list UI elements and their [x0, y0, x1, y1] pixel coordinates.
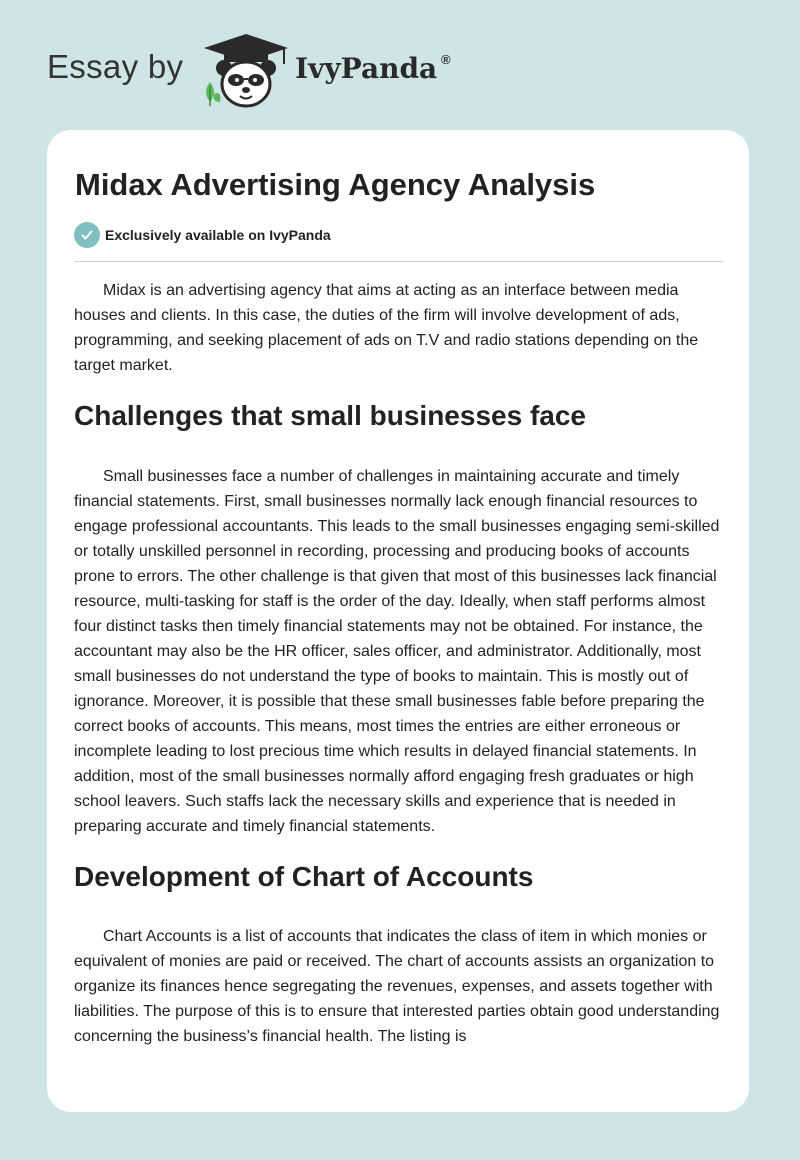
check-circle-icon — [74, 222, 100, 248]
section-paragraph-challenges: Small businesses face a number of challenges in maintaining accurate and timely financial statements. First, small businesses normally lack enough financial resources to engage professional accountants. This leads to the small businesses engaging semi-skilled or totally unskilled personnel in recording, processing and producing books of accounts prone to errors. The other challenge is that given that most of this businesses lack financial resource, multi-tasking for staff is the order of the day. Ideally, when staff performs almost four distinct tasks then timely financial statements may not be obtained. For instance, the accountant may also be the HR officer, sales officer, and administrator. Additionally, most small businesses do not understand the type of books to maintain. This is mostly out of ignorance. Moreover, it is possible that these small businesses fable before preparing the correct books of accounts. This means, most times the entries are either erroneous or incomplete leading to lost precious time which results in delayed financial statements. In addition, most of the small businesses normally afford engaging fresh graduates or high school leavers. Such staffs lack the necessary skills and experience that is needed in preparing accurate and timely financial statements. — [74, 467, 720, 835]
ivypanda-logo-text[interactable]: IvyPanda — [295, 52, 438, 85]
section-heading-challenges: Challenges that small businesses face — [74, 400, 586, 431]
panda-graduate-icon[interactable] — [200, 32, 292, 110]
exclusive-badge — [74, 222, 331, 248]
registered-mark: ® — [441, 52, 451, 67]
brand-prefix: Essay by — [47, 48, 184, 85]
essay-content — [74, 278, 726, 1049]
intro-paragraph: Midax is an advertising agency that aims at acting as an interface between media houses and clients. In this case, the duties of the firm will involve development of ads, programming, and seeking placement of ads on T.V and radio stations depending on the target market. — [74, 282, 699, 374]
section-heading-chart-of-accounts: Development of Chart of Accounts — [74, 860, 534, 892]
essay-card — [47, 130, 749, 1112]
page-title: Midax Advertising Agency Analysis — [75, 167, 596, 202]
badge-label: Exclusively available on IvyPanda — [105, 227, 331, 243]
site-header — [0, 0, 800, 130]
divider — [74, 261, 723, 262]
section-paragraph-chart-of-accounts: Chart Accounts is a list of accounts that indicates the class of item in which monies or equivalent of monies are paid or received. The chart of accounts assists an organization to organize its finances hence segregating the revenues, expenses, and assets together with liabilities. The purpose of this is to ensure that interested parties obtain good understanding concerning the business’s financial health. The listing is — [74, 928, 720, 1046]
